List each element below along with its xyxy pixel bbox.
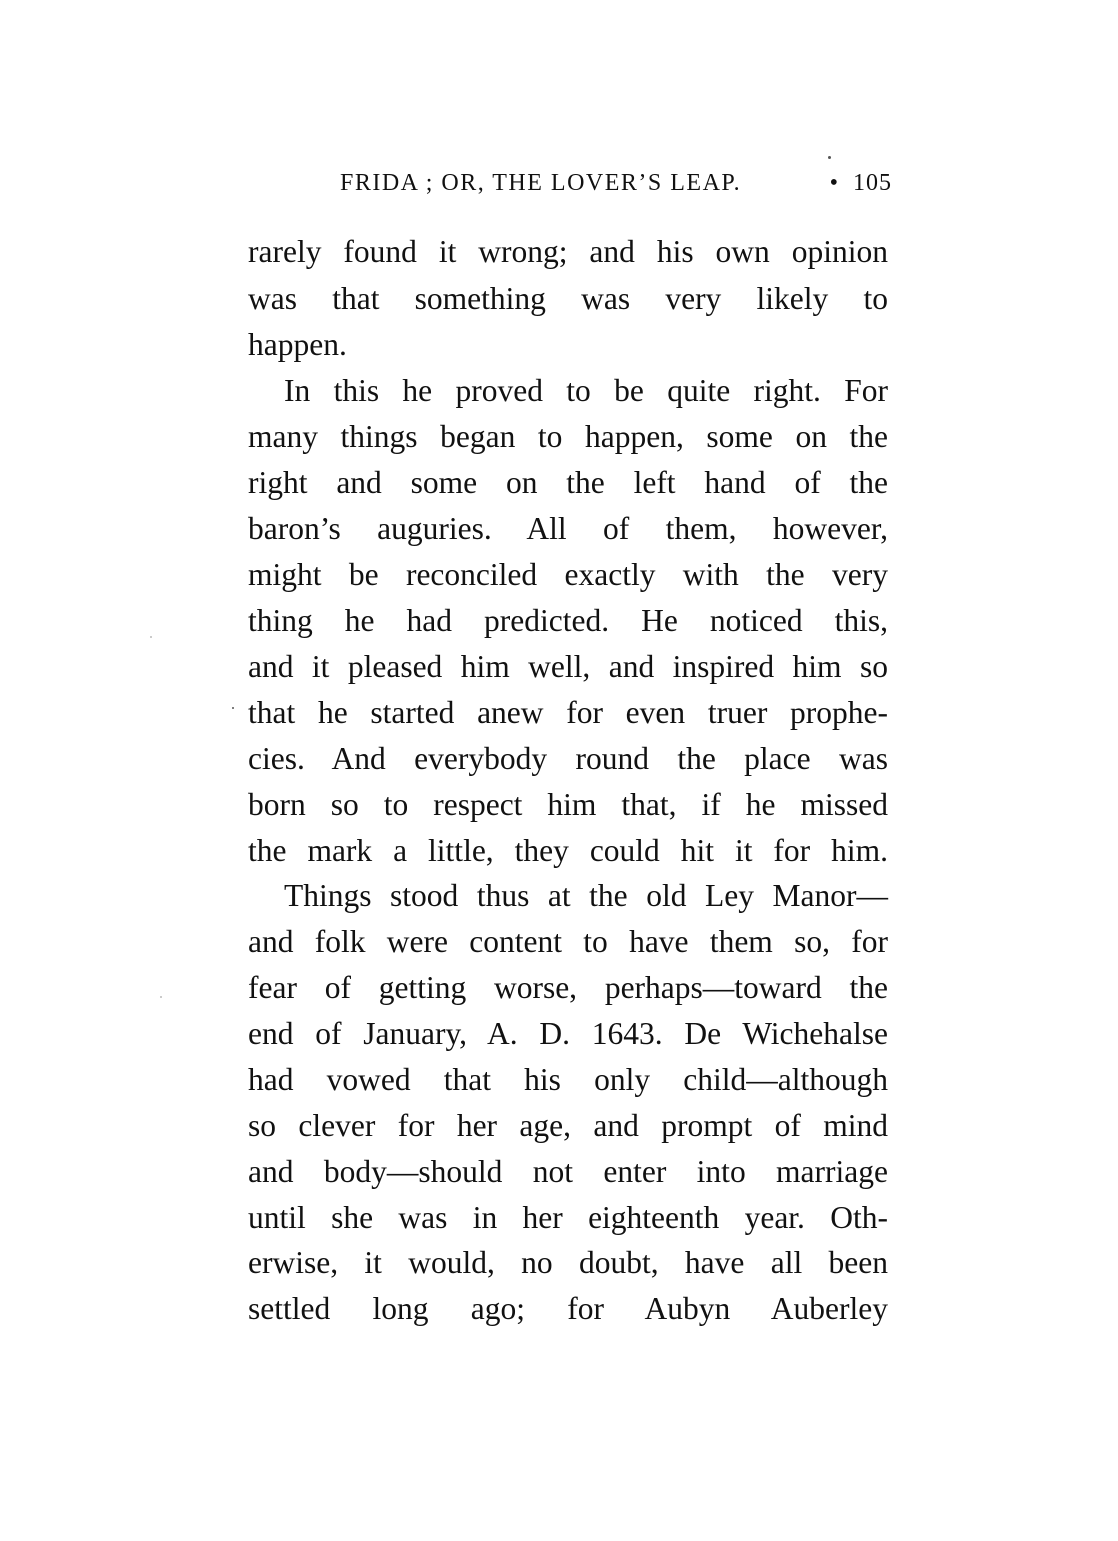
text-line: settled long ago; for Aubyn Auberley — [248, 1291, 888, 1326]
running-head-title: FRIDA ; OR, THE LOVER’S LEAP. — [340, 170, 742, 196]
text-line: that he started anew for even truer prophe- — [248, 695, 888, 730]
text-line: and folk were content to have them so, for — [248, 924, 888, 959]
text-line: end of January, A. D. 1643. De Wichehalse — [248, 1016, 888, 1051]
text-line: thing he had predicted. He noticed this, — [248, 603, 888, 638]
text-line: In this he proved to be quite right. For — [284, 373, 888, 408]
running-head — [340, 170, 900, 210]
text-line: baron’s auguries. All of them, however, — [248, 511, 888, 546]
text-line: had vowed that his only child—although — [248, 1062, 888, 1097]
header-separator: • — [829, 170, 839, 196]
text-line: erwise, it would, no doubt, have all been — [248, 1245, 888, 1280]
text-line: and it pleased him well, and inspired him so — [248, 649, 888, 684]
text-line: so clever for her age, and prompt of mind — [248, 1108, 888, 1143]
text-line: might be reconciled exactly with the very — [248, 557, 888, 592]
text-line: until she was in her eighteenth year. Oth- — [248, 1200, 888, 1235]
text-line: Things stood thus at the old Ley Manor— — [284, 878, 888, 913]
text-line: right and some on the left hand of the — [248, 465, 888, 500]
scan-speck — [160, 996, 162, 998]
scan-speck — [828, 156, 831, 159]
page-number — [830, 170, 892, 197]
scan-speck — [150, 636, 152, 638]
scan-speck — [232, 707, 234, 709]
text-line: happen. — [248, 327, 347, 362]
text-line: cies. And everybody round the place was — [248, 741, 888, 776]
text-line: fear of getting worse, perhaps—toward the — [248, 970, 888, 1005]
page-number-value: 105 — [853, 170, 892, 196]
text-line: was that something was very likely to — [248, 281, 888, 316]
text-line: many things began to happen, some on the — [248, 419, 888, 454]
text-line: born so to respect him that, if he missed — [248, 787, 888, 822]
text-line: the mark a little, they could hit it for him. — [248, 833, 888, 868]
text-line: rarely found it wrong; and his own opinion — [248, 234, 888, 269]
text-line: and body—should not enter into marriage — [248, 1154, 888, 1189]
